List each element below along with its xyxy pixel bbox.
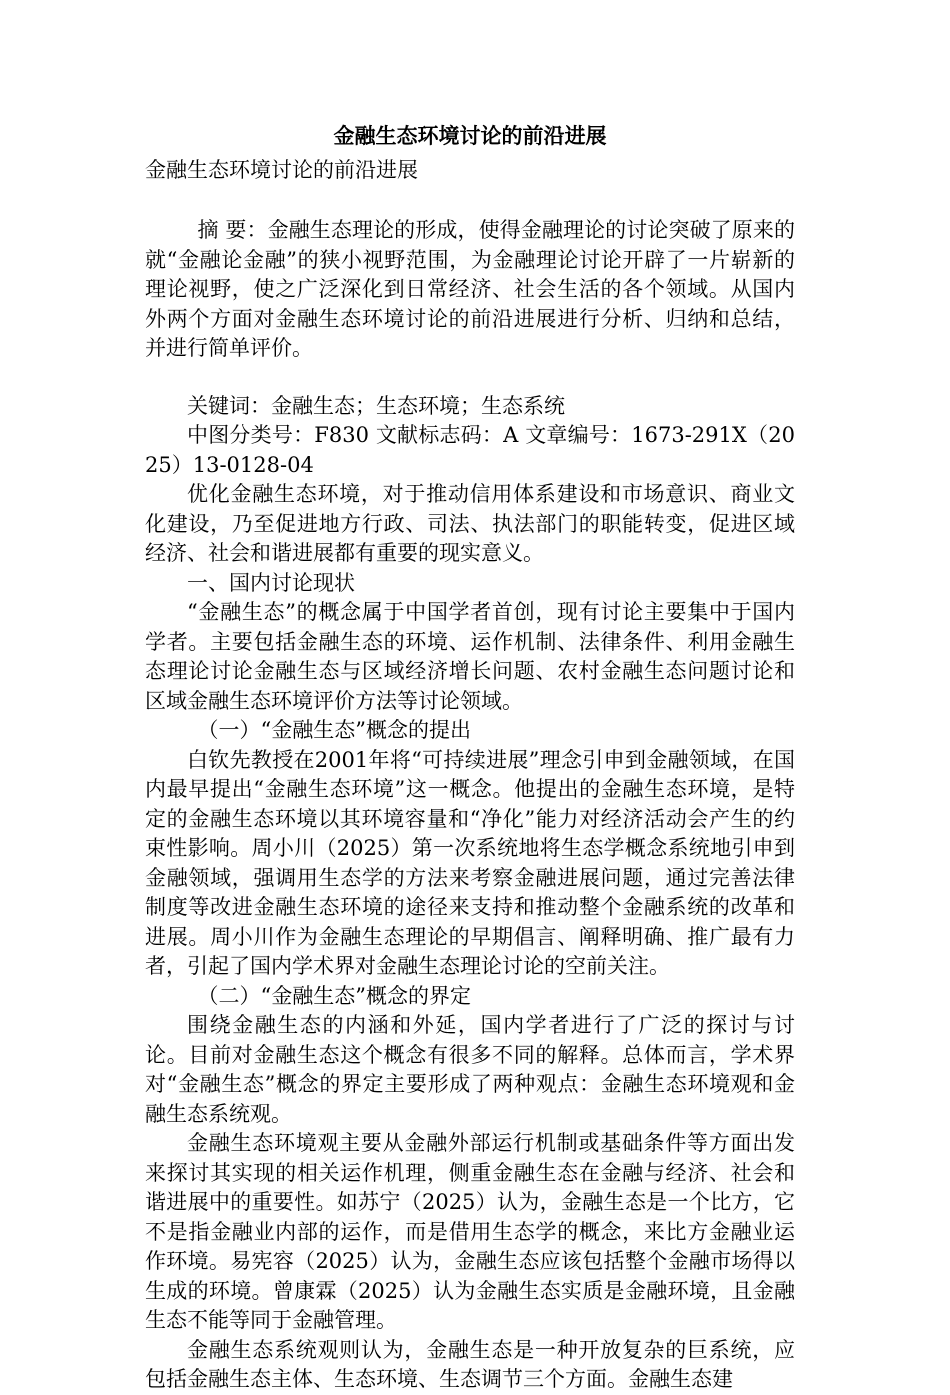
subsection-paragraph: 金融生态环境观主要从金融外部运行机制或基础条件等方面出发来探讨其实现的相关运作机理，侧重金融生态在金融与经济、社会和谐进展中的重要性。如苏宁（2025）认为，金融生态是一个比方，它不是指金融业内部的运作，而是借用生态学的概念，来比方金融业运作环境。易宪容（2025）认为，金融生态应该包括整个金融市场得以生成的环境。曾康霖（2025）认为金融生态实质是金融环境，且金融生态不能等同于金融管理。: [145, 1131, 795, 1332]
section-paragraph: “金融生态”的概念属于中国学者首创，现有讨论主要集中于国内学者。主要包括金融生态的环境、运作机制、法律条件、利用金融生态理论讨论金融生态与区域经济增长问题、农村金融生态问题讨论和区域金融生态环境评价方法等讨论领域。: [145, 600, 795, 713]
intro-paragraph: 优化金融生态环境，对于推动信用体系建设和市场意识、商业文化建设，乃至促进地方行政、司法、执法部门的职能转变，促进区域经济、社会和谐进展都有重要的现实意义。: [145, 482, 795, 565]
section-heading-domestic: 一、国内讨论现状: [187, 570, 355, 595]
document-subtitle: 金融生态环境讨论的前沿进展: [145, 158, 418, 182]
subsection-paragraph: 白钦先教授在2001年将“可持续进展”理念引申到金融领域，在国内最早提出“金融生态环境”这一概念。他提出的金融生态环境，是特定的金融生态环境以其环境容量和“净化”能力对经济活动会产生的约束性影响。周小川（2025）第一次系统地将生态学概念系统地引申到金融领域，强调用生态学的方法来考察金融进展问题，通过完善法律制度等改进金融生态环境的途径来支持和推动整个金融系统的改革和进展。周小川作为金融生态理论的早期倡言、阐释明确、推广最有力者，引起了国内学术界对金融生态理论讨论的空前关注。: [145, 747, 795, 978]
document-title: 金融生态环境讨论的前沿进展: [333, 123, 607, 148]
subsection-paragraph: 金融生态系统观则认为，金融生态是一种开放复杂的巨系统，应包括金融生态主体、生态环境、生态调节三个方面。金融生态建: [145, 1337, 795, 1391]
subsection-heading-origin: （一）“金融生态”概念的提出: [197, 718, 471, 742]
abstract-paragraph: 摘 要：金融生态理论的形成，使得金融理论的讨论突破了原来的就“金融论金融”的狭小视野范围，为金融理论讨论开辟了一片崭新的理论视野，使之广泛深化到日常经济、社会生活的各个领域。从国内外两个方面对金融生态环境讨论的前沿进展进行分析、归纳和总结，并进行简单评价。: [145, 218, 795, 360]
subsection-paragraph: 围绕金融生态的内涵和外延，国内学者进行了广泛的探讨与讨论。目前对金融生态这个概念有很多不同的解释。总体而言，学术界对“金融生态”概念的界定主要形成了两种观点：金融生态环境观和金融生态系统观。: [145, 1013, 795, 1126]
classification-line: 中图分类号：F830 文献标志码：A 文章编号：1673-291X（2025）13-0128-04: [145, 423, 795, 477]
keywords-line: 关键词：金融生态；生态环境；生态系统: [187, 393, 565, 418]
document-page: [145, 120, 795, 1395]
subsection-heading-definition: （二）“金融生态”概念的界定: [197, 983, 471, 1008]
